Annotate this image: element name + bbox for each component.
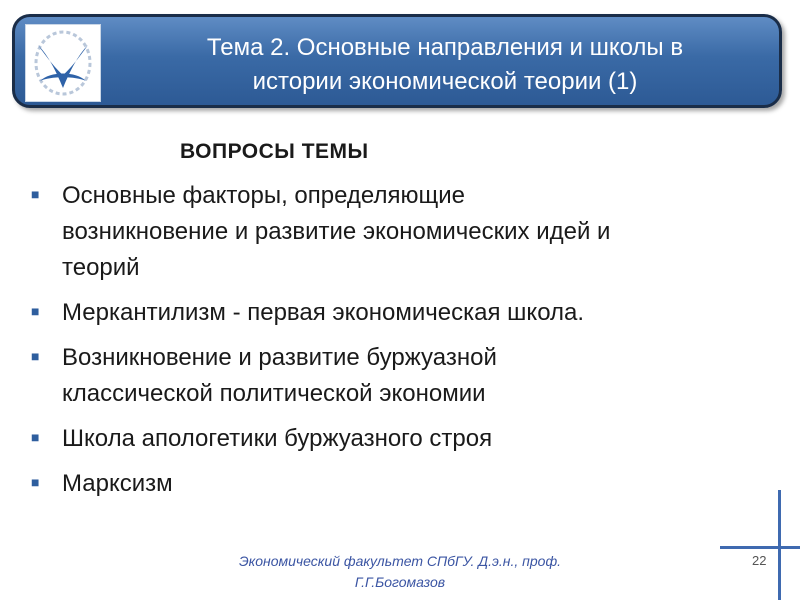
square-bullet-icon: ■	[31, 303, 40, 319]
square-bullet-icon: ■	[31, 429, 40, 445]
list-item-line: теорий	[62, 254, 140, 281]
list-item	[28, 340, 788, 412]
list-item-line: Основные факторы, определяющие	[62, 182, 465, 209]
slide-footer	[150, 551, 650, 593]
decorative-cross-horizontal-line	[720, 546, 800, 549]
title-bar	[12, 14, 782, 108]
list-item	[28, 178, 788, 286]
slide-title-line-1: Тема 2. Основные направления и школы в	[206, 34, 684, 61]
footer-line-1: Экономический факультет СПбГУ. Д.э.н., проф.	[238, 553, 562, 569]
list-item	[28, 466, 788, 502]
topic-list	[28, 178, 788, 511]
square-bullet-icon: ■	[31, 186, 40, 202]
list-item-line: Возникновение и развитие буржуазной	[62, 344, 497, 371]
list-item-line: Марксизм	[62, 470, 173, 497]
decorative-cross-vertical-line	[778, 490, 781, 600]
list-item	[28, 421, 788, 457]
list-item-line: Школа апологетики буржуазного строя	[62, 425, 493, 452]
slide-title-line-2: истории экономической теории (1)	[252, 68, 638, 95]
footer-line-2: Г.Г.Богомазов	[354, 574, 446, 590]
section-heading: ВОПРОСЫ ТЕМЫ	[180, 140, 369, 163]
university-emblem-icon	[25, 24, 101, 102]
slide-title	[115, 31, 775, 99]
list-item	[28, 295, 788, 331]
page-number: 22	[752, 553, 767, 568]
list-item-line: классической политической экономии	[62, 380, 486, 407]
square-bullet-icon: ■	[31, 474, 40, 490]
square-bullet-icon: ■	[31, 348, 40, 364]
list-item-line: Меркантилизм - первая экономическая школа.	[62, 299, 585, 326]
list-item-line: возникновение и развитие экономических идей и	[62, 218, 611, 245]
